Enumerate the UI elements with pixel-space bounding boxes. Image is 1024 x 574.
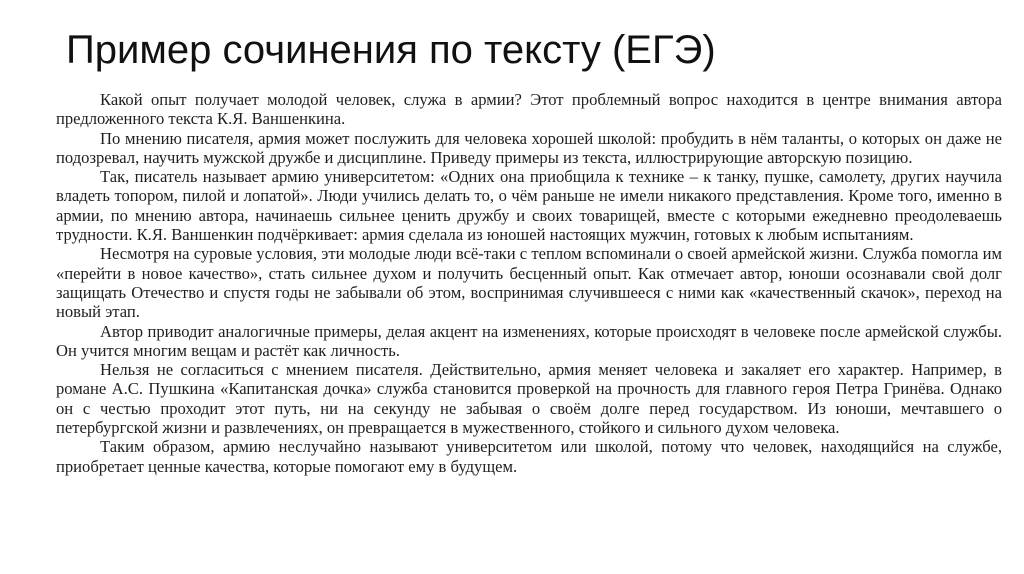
essay-paragraph: Так, писатель называет армию университетом: «Одних она приобщила к технике – к танку, пушке, самолету, других научила владеть топором, пилой и лопатой». Люди учились делать то, о чём раньше не имели никакого представления. Кроме того, именно в армии, по мнению автора, начинаешь сильнее ценить дружбу и своих товарищей, вместе с которыми ежедневно преодолеваешь трудности. К.Я. Ваншенкин подчёркивает: армия сделала из юношей настоящих мужчин, готовых к любым испытаниям. [56, 167, 1002, 245]
slide-title: Пример сочинения по тексту (ЕГЭ) [66, 28, 716, 72]
essay-paragraph: Нельзя не согласиться с мнением писателя. Действительно, армия меняет человека и закаляет его характер. Например, в романе А.С. Пушкина «Капитанская дочка» служба становится проверкой на прочность для главного героя Петра Гринёва. Однако он с честью проходит этот путь, ни на секунду не забывая о своём долге перед государством. Из юноши, мечтавшего о петербургской жизни и развлечениях, он превращается в мужественного, стойкого и сильного духом человека. [56, 360, 1002, 438]
essay-paragraph: Автор приводит аналогичные примеры, делая акцент на изменениях, которые происходят в человеке после армейской службы. Он учится многим вещам и растёт как личность. [56, 321, 1002, 360]
essay-paragraph: Какой опыт получает молодой человек, служа в армии? Этот проблемный вопрос находится в центре внимания автора предложенного текста К.Я. Ваншенкина. [56, 90, 1002, 129]
essay-paragraph: По мнению писателя, армия может послужить для человека хорошей школой: пробудить в нём таланты, о которых он даже не подозревал, научить мужской дружбе и дисциплине. Приведу примеры из текста, иллюстрирующие авторскую позицию. [56, 128, 1002, 167]
essay-paragraph: Таким образом, армию неслучайно называют университетом или школой, потому что человек, находящийся на службе, приобретает ценные качества, которые помогают ему в будущем. [56, 437, 1002, 476]
essay-text [56, 90, 1002, 476]
essay-paragraph: Несмотря на суровые условия, эти молодые люди всё-таки с теплом вспоминали о своей армейской жизни. Служба помогла им «перейти в новое качество», стать сильнее духом и получить бесценный опыт. Как отмечает автор, юноши осознавали свой долг защищать Отечество и спустя годы не забывали об этом, воспринимая случившееся с ними как «качественный скачок», переход на новый этап. [56, 244, 1002, 322]
